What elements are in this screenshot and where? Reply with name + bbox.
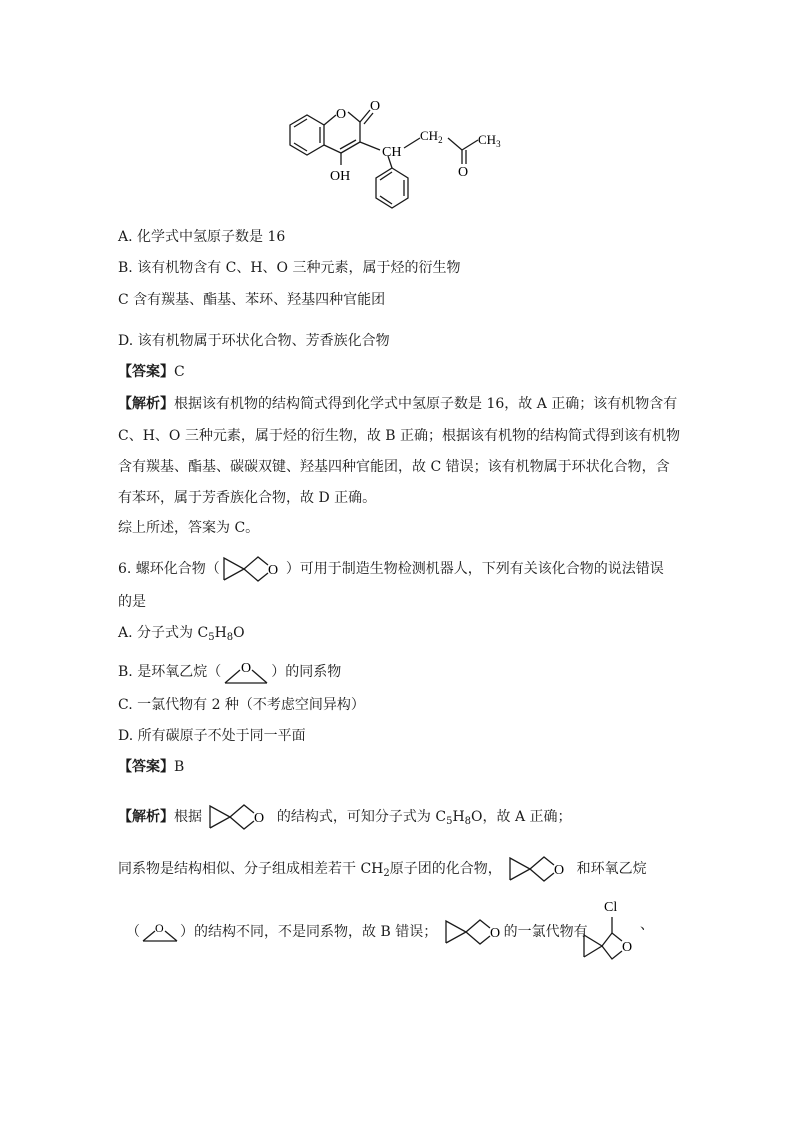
epoxide-oxygen-label: O <box>155 921 164 935</box>
spiro-oxygen-label: O <box>554 863 565 878</box>
analysis-text: 根据 <box>174 809 202 825</box>
spiro-compound-structure <box>506 852 572 886</box>
spiro-compound-structure <box>442 915 504 949</box>
analysis-text: O，故 A 正确； <box>471 809 572 825</box>
coumarin-ketone-structure <box>280 90 520 220</box>
option-a-mid: H <box>214 625 227 641</box>
epoxide-structure <box>221 657 271 687</box>
analysis-text: 和环氧乙烷 <box>576 861 647 877</box>
option-b-after: ）的同系物 <box>271 664 342 680</box>
chlorine-label: Cl <box>604 900 618 915</box>
spiro-compound-structure <box>220 552 286 586</box>
option-a-sub1: 5 <box>208 632 215 643</box>
ch2-label: $CH_2$ <box>420 128 443 145</box>
spiro-oxygen-label: O <box>489 926 500 941</box>
analysis-text: （ <box>126 924 140 940</box>
ketone-oxygen-label: O <box>458 165 469 180</box>
q6-analysis-line-1 <box>118 800 572 834</box>
ring-oxygen-label: O <box>336 107 347 122</box>
answer-label: 【答案】 <box>118 759 174 775</box>
q5-option-b: B. 该有机物含有 C、H、O 三种元素，属于烃的衍生物 <box>118 260 461 276</box>
q5-option-a: A. 化学式中氢原子数是 16 <box>118 229 286 245</box>
analysis-text: H <box>452 809 465 825</box>
q5-summary: 综上所述，答案为 C。 <box>118 520 260 536</box>
q5-analysis-line-3: 含有羰基、酯基、碳碳双键、羟基四种官能团，故 C 错误；该有机物属于环状化合物，含 <box>118 459 670 475</box>
spiro-oxygen-label: O <box>267 563 278 578</box>
q6-analysis-line-3-end: 、 <box>640 917 654 933</box>
q6-option-a <box>118 623 245 643</box>
oh-label: OH <box>330 169 351 184</box>
analysis-text: 根据该有机物的结构简式得到化学式中氢原子数是 16，故 A 正确；该有机物含有 <box>174 396 678 412</box>
q5-analysis-line-4: 有苯环，属于芳香族化合物，故 D 正确。 <box>118 490 377 506</box>
q5-option-c: C 含有羰基、酯基、苯环、羟基四种官能团 <box>118 292 386 308</box>
q6-stem-line-2: 的是 <box>118 594 146 610</box>
q6-stem-after: ）可用于制造生物检测机器人，下列有关该化合物的说法错误 <box>285 561 664 577</box>
spiro-oxygen-label: O <box>622 940 633 955</box>
spiro-oxygen-label: O <box>254 811 265 826</box>
q6-stem <box>118 552 664 586</box>
subscript: 2 <box>383 868 390 879</box>
epoxide-structure <box>140 919 180 945</box>
analysis-text: 的一氯代物有 <box>503 924 588 940</box>
q6-option-b <box>118 657 341 687</box>
ch-label: CH <box>382 145 402 160</box>
q5-analysis-line-2: C、H、O 三种元素，属于烃的衍生物，故 B 正确；根据该有机物的结构简式得到该有机物 <box>118 428 681 444</box>
q6-analysis-line-3 <box>126 915 588 949</box>
analysis-label: 【解析】 <box>118 396 174 412</box>
analysis-text: ）的结构不同，不是同系物，故 B 错误； <box>180 924 438 940</box>
option-a-suffix: O <box>233 625 245 641</box>
answer-value: B <box>174 759 185 775</box>
spiro-compound-structure <box>206 800 272 834</box>
option-a-prefix: A. 分子式为 C <box>118 625 209 641</box>
q6-stem-before: 6. 螺环化合物（ <box>118 561 220 577</box>
option-a-sub2: 8 <box>226 632 234 643</box>
q6-analysis-line-2 <box>118 852 647 886</box>
q6-option-c: C. 一氯代物有 2 种（不考虑空间异构） <box>118 697 365 713</box>
option-b-before: B. 是环氧乙烷（ <box>118 664 222 680</box>
q6-answer <box>118 757 184 777</box>
carbonyl-oxygen-label: O <box>370 99 381 114</box>
q5-option-d: D. 该有机物属于环状化合物、芳香族化合物 <box>118 333 390 349</box>
q5-analysis-line-1 <box>118 394 677 414</box>
answer-label: 【答案】 <box>118 364 174 380</box>
subscript: 8 <box>464 816 472 827</box>
q5-answer <box>118 362 185 382</box>
analysis-text: 同系物是结构相似、分子组成相差若干 CH <box>118 861 384 877</box>
answer-value: C <box>174 364 185 380</box>
subscript: 5 <box>446 816 453 827</box>
ch3-label: $CH_3$ <box>478 132 501 149</box>
analysis-text: 的结构式，可知分子式为 C <box>276 809 447 825</box>
chloro-spiro-structure <box>580 893 640 963</box>
analysis-text: 原子团的化合物， <box>389 861 502 877</box>
analysis-label: 【解析】 <box>118 809 174 825</box>
epoxide-oxygen-label: O <box>241 661 252 676</box>
q6-option-d: D. 所有碳原子不处于同一平面 <box>118 728 306 744</box>
